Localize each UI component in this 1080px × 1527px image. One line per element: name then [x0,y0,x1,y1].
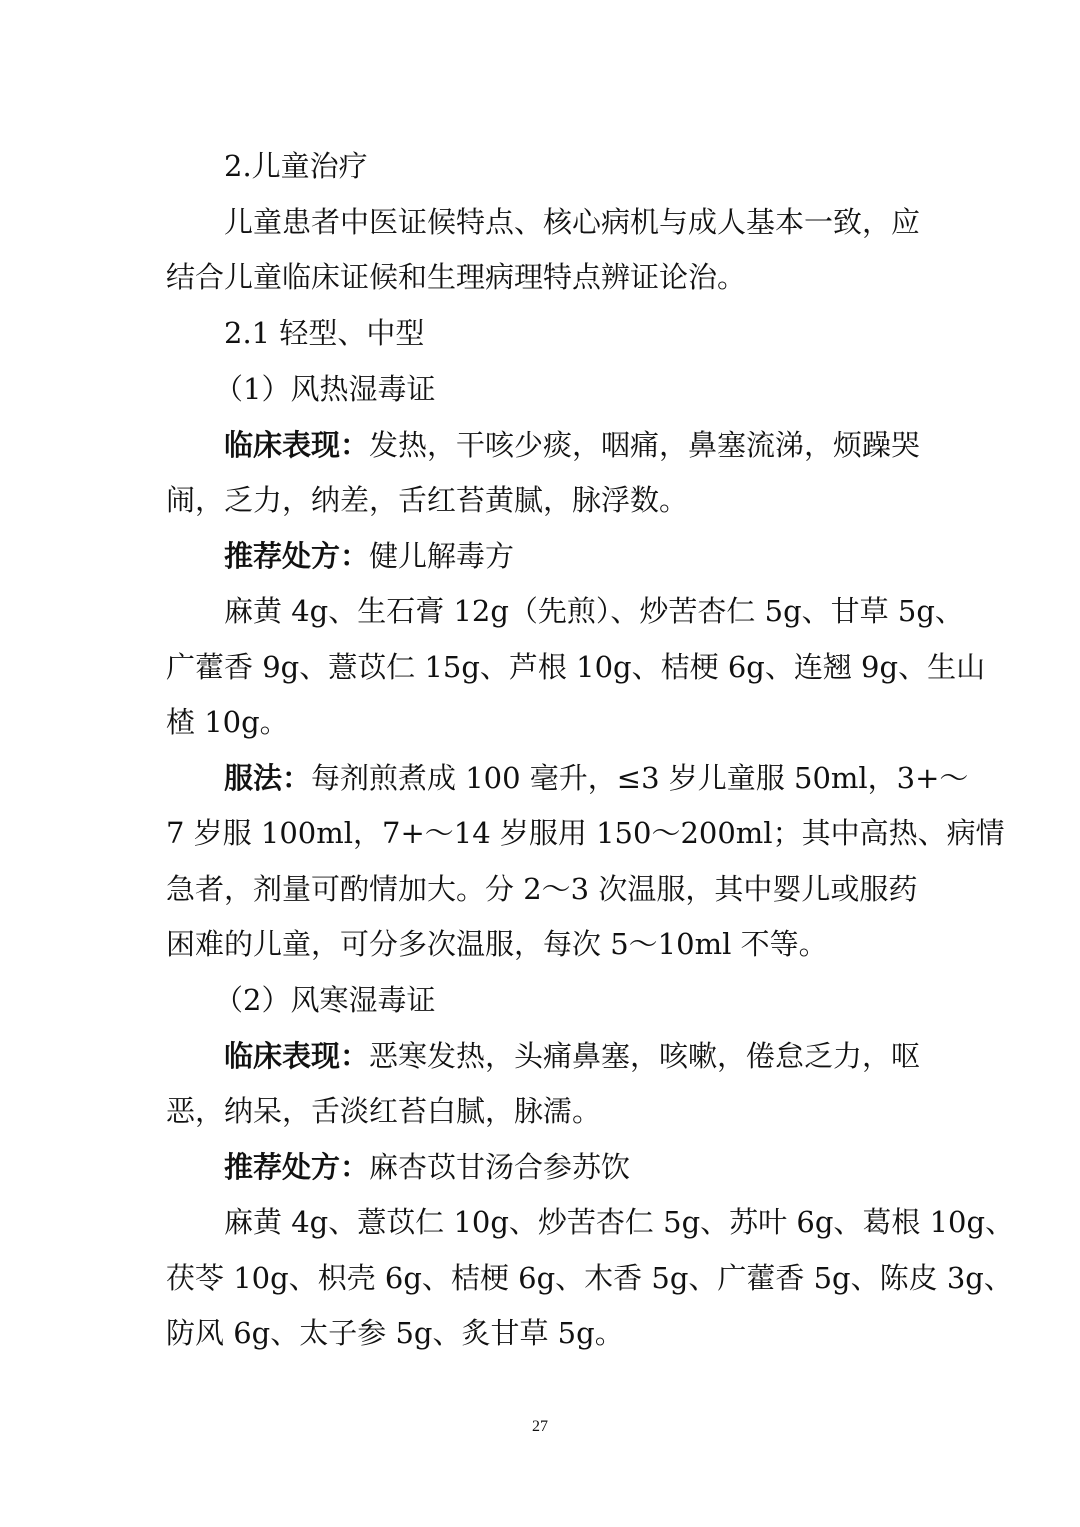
usage-line-d [0,924,1080,964]
clinical-text-2b: 恶，纳呆，舌淡红苔白腻，脉濡。 [166,1094,602,1128]
prescription-name-1: 健儿解毒方 [369,539,515,573]
intro-text-1: 儿童患者中医证候特点、核心病机与成人基本一致，应 [224,205,921,239]
clinical-text-1b: 闹，乏力，纳差，舌红苔黄腻，脉浮数。 [166,483,689,517]
clinical-text-2a: 恶寒发热，头痛鼻塞，咳嗽，倦怠乏力，呕 [369,1039,921,1073]
clinical-line-1a [0,425,1080,465]
clinical-line-2a [0,1036,1080,1076]
herbs-line-2a [0,1202,1080,1242]
heading-children-treatment [0,146,1080,186]
prescription-line-2 [0,1147,1080,1187]
herbs-line-2c [0,1313,1080,1353]
clinical-label: 临床表现： [224,428,370,462]
herbs-line-2b [0,1258,1080,1298]
prescription-label-2: 推荐处方： [224,1150,370,1184]
herbs-line-1a [0,591,1080,631]
subheading-2-text: （2）风寒湿毒证 [214,983,436,1017]
herbs-text-1c: 楂 10g。 [166,705,289,739]
herbs-text-2b: 茯苓 10g、枳壳 6g、桔梗 6g、木香 5g、广藿香 5g、陈皮 3g、 [166,1261,1013,1295]
page-number: 27 [532,1418,548,1435]
clinical-line-2b [0,1091,1080,1131]
subheading-1-text: （1）风热湿毒证 [214,372,436,406]
usage-label: 服法： [224,761,312,795]
heading-text: 2.儿童治疗 [224,149,368,183]
herbs-text-2c: 防风 6g、太子参 5g、炙甘草 5g。 [166,1316,624,1350]
herbs-line-1c [0,702,1080,742]
intro-line-2 [0,257,1080,297]
subheading-wind-heat [0,369,1080,409]
intro-line-1 [0,202,1080,242]
clinical-label-2: 临床表现： [224,1039,370,1073]
usage-line-c [0,869,1080,909]
herbs-text-1a: 麻黄 4g、生石膏 12g（先煎）、炒苦杏仁 5g、甘草 5g、 [224,594,964,628]
subheading-wind-cold [0,980,1080,1020]
usage-text-a: 每剂煎煮成 100 毫升，≤3 岁儿童服 50ml，3+～ [311,761,969,795]
prescription-label: 推荐处方： [224,539,370,573]
usage-line-b [0,813,1080,853]
prescription-line-1 [0,536,1080,576]
usage-line-a [0,758,1080,798]
usage-text-d: 困难的儿童，可分多次温服，每次 5～10ml 不等。 [166,927,828,961]
heading-2-1-text: 2.1 轻型、中型 [224,316,425,350]
usage-text-b: 7 岁服 100ml，7+～14 岁服用 150～200ml；其中高热、病情 [166,816,1005,850]
usage-text-c: 急者，剂量可酌情加大。分 2～3 次温服，其中婴儿或服药 [166,872,918,906]
heading-mild-moderate [0,313,1080,353]
herbs-text-2a: 麻黄 4g、薏苡仁 10g、炒苦杏仁 5g、苏叶 6g、葛根 10g、 [224,1205,1015,1239]
clinical-text-1a: 发热，干咳少痰，咽痛，鼻塞流涕，烦躁哭 [369,428,921,462]
herbs-text-1b: 广藿香 9g、薏苡仁 15g、芦根 10g、桔梗 6g、连翘 9g、生山 [166,650,986,684]
prescription-name-2: 麻杏苡甘汤合参苏饮 [369,1150,631,1184]
intro-text-2: 结合儿童临床证候和生理病理特点辨证论治。 [166,260,747,294]
clinical-line-1b [0,480,1080,520]
herbs-line-1b [0,647,1080,687]
